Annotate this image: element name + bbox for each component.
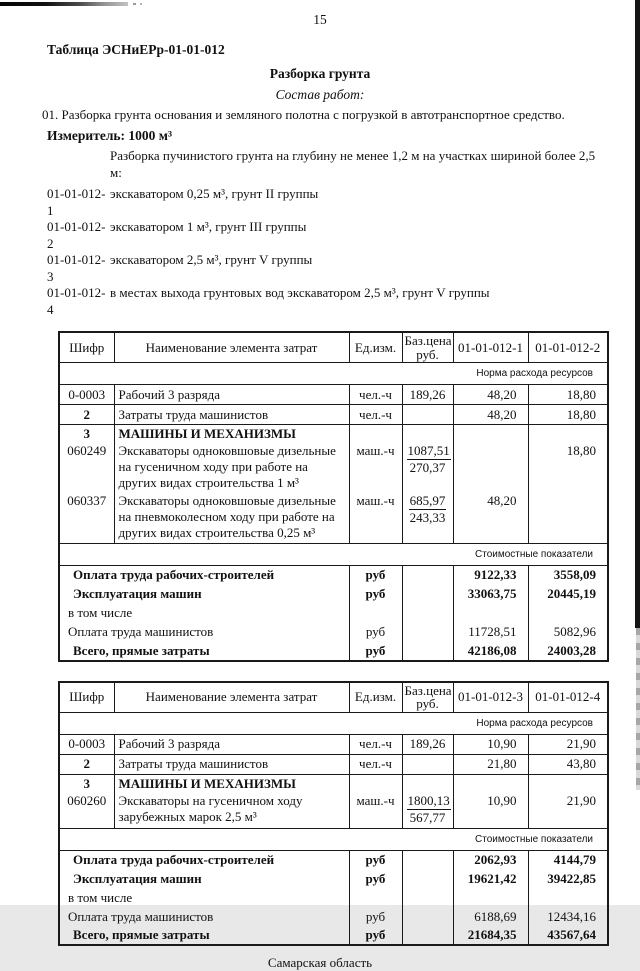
column-header-norm-4: 01-01-012-4 <box>528 682 608 713</box>
column-header-unit: Ед.изм. <box>349 332 402 363</box>
section-label-row <box>59 828 608 850</box>
cell-base-price-fraction <box>402 793 453 829</box>
cell-value-1 <box>453 443 528 493</box>
cell-value-2: 39422,85 <box>528 869 608 888</box>
work-note: Разборка пучинистого грунта на глубину не менее 1,2 м на участках шириной более 2,5 м: <box>110 148 596 180</box>
cell-value-1: 48,20 <box>453 385 528 405</box>
norm-section-label: Норма расхода ресурсов <box>59 363 608 385</box>
cell-value-1: 10,90 <box>453 734 528 754</box>
cell-value-1: 11728,51 <box>453 623 528 642</box>
cell-unit: руб <box>349 869 402 888</box>
column-header-norm-1: 01-01-012-1 <box>453 332 528 363</box>
region-footer: Самарская область <box>267 955 373 970</box>
cell-name: в том числе <box>59 604 349 623</box>
cell-value-1: 48,20 <box>453 493 528 544</box>
machines-section-row <box>59 774 608 793</box>
estimate-table-2 <box>58 681 609 947</box>
scan-artifact-dot <box>133 3 136 5</box>
scan-artifact-right <box>635 0 640 628</box>
norm-section-label: Норма расхода ресурсов <box>59 712 608 734</box>
cell-value-1: 10,90 <box>453 793 528 829</box>
cell-name: Всего, прямые затраты <box>59 642 349 661</box>
table-row <box>59 850 608 869</box>
cell-unit <box>349 604 402 623</box>
price-wage: 270,37 <box>409 460 446 475</box>
table-row <box>59 907 608 926</box>
price-base: 1087,51 <box>407 443 450 458</box>
cell-value-2: 12434,16 <box>528 907 608 926</box>
cell-value-1: 48,20 <box>453 405 528 425</box>
table-row <box>59 493 608 544</box>
cell-value-2: 43567,64 <box>528 926 608 945</box>
scan-artifact-dot <box>140 3 142 5</box>
cell-name: Оплата труда рабочих-строителей <box>59 566 349 585</box>
cell-unit: руб <box>349 623 402 642</box>
cell-code: 060249 <box>59 443 114 493</box>
cell-base-price <box>402 405 453 425</box>
cell-name: Эксплуатация машин <box>59 585 349 604</box>
column-header-name: Наименование элемента затрат <box>114 682 349 713</box>
cell-code: 060260 <box>59 793 114 829</box>
cell-name: Затраты труда машинистов <box>114 754 349 774</box>
cell-unit: руб <box>349 585 402 604</box>
cell-value-1 <box>453 888 528 907</box>
cell-unit: руб <box>349 926 402 945</box>
cell-name: Рабочий 3 разряда <box>114 734 349 754</box>
cell-unit: руб <box>349 907 402 926</box>
page-number: 15 <box>313 12 327 27</box>
cell-base-price: 189,26 <box>402 734 453 754</box>
cell-base-price: 189,26 <box>402 385 453 405</box>
measure-unit: Измеритель: 1000 м³ <box>47 128 173 143</box>
table-row <box>59 405 608 425</box>
variant-row <box>0 186 640 219</box>
cell-value-1: 19621,42 <box>453 869 528 888</box>
cell-value-2: 3558,09 <box>528 566 608 585</box>
variant-code: 01-01-012-1 <box>47 186 106 218</box>
table-row <box>59 926 608 945</box>
cell-base-price-fraction <box>402 443 453 493</box>
price-base: 685,97 <box>409 493 446 508</box>
cell-value-2: 43,80 <box>528 754 608 774</box>
variant-code: 01-01-012-3 <box>47 252 106 284</box>
cell-unit: руб <box>349 850 402 869</box>
cell-value-2: 5082,96 <box>528 623 608 642</box>
cell-unit: руб <box>349 566 402 585</box>
cell-unit <box>349 888 402 907</box>
cell-name: Оплата труда рабочих-строителей <box>59 850 349 869</box>
cell-unit: маш.-ч <box>349 443 402 493</box>
estimate-table-1 <box>58 331 609 662</box>
cell-value-1 <box>453 604 528 623</box>
cell-code: 0-0003 <box>59 385 114 405</box>
column-header-unit: Ед.изм. <box>349 682 402 713</box>
variant-list <box>0 186 640 318</box>
column-header-code: Шифр <box>59 332 114 363</box>
cell-value-2: 20445,19 <box>528 585 608 604</box>
cell-base-price-fraction <box>402 493 453 544</box>
cell-value-2 <box>528 888 608 907</box>
cell-code: 0-0003 <box>59 734 114 754</box>
cell-code: 2 <box>59 754 114 774</box>
document-title: Разборка грунта <box>269 66 371 81</box>
column-header-base-price: Баз.цена руб. <box>402 682 453 713</box>
cell-value-1: 21684,35 <box>453 926 528 945</box>
variant-code: 01-01-012-4 <box>47 285 106 317</box>
variant-row <box>0 285 640 318</box>
machines-section-title: МАШИНЫ И МЕХАНИЗМЫ <box>114 425 349 444</box>
cell-name: в том числе <box>59 888 349 907</box>
cell-code: 2 <box>59 405 114 425</box>
cell-unit: чел.-ч <box>349 734 402 754</box>
scan-artifact-right-fade <box>636 628 640 790</box>
table-row <box>59 793 608 829</box>
cell-value-2: 24003,28 <box>528 642 608 661</box>
column-header-norm-2: 01-01-012-2 <box>528 332 608 363</box>
section-label-row <box>59 363 608 385</box>
cell-unit: маш.-ч <box>349 793 402 829</box>
variant-row <box>0 219 640 252</box>
table-row <box>59 754 608 774</box>
cell-name: Оплата труда машинистов <box>59 907 349 926</box>
work-item: 01. Разборка грунта основания и земляного полотна с погрузкой в автотранспортное средство. <box>42 107 565 122</box>
cell-value-1: 2062,93 <box>453 850 528 869</box>
table-row <box>59 642 608 661</box>
variant-description: экскаватором 1 м³, грунт III группы <box>110 219 307 234</box>
cell-value-2 <box>528 493 608 544</box>
cell-value-2: 4144,79 <box>528 850 608 869</box>
work-composition-label: Состав работ: <box>275 87 365 102</box>
cell-unit: чел.-ч <box>349 385 402 405</box>
section-label-row <box>59 544 608 566</box>
cell-name: Рабочий 3 разряда <box>114 385 349 405</box>
table-header-row <box>59 682 608 713</box>
table-row <box>59 566 608 585</box>
price-wage: 567,77 <box>409 809 446 825</box>
cost-section-label: Стоимостные показатели <box>59 828 608 850</box>
table-row <box>59 869 608 888</box>
variant-description: экскаватором 0,25 м³, грунт II группы <box>110 186 319 201</box>
price-base: 1800,13 <box>407 792 450 808</box>
cell-name: Экскаваторы одноковшовые дизельные на пневмоколесном ходу при работе на других видах строительства 0,25 м³ <box>114 493 349 544</box>
price-wage: 243,33 <box>409 510 446 525</box>
table-row <box>59 385 608 405</box>
cell-value-1: 9122,33 <box>453 566 528 585</box>
cell-base-price <box>402 754 453 774</box>
cell-value-2: 18,80 <box>528 385 608 405</box>
machines-section-row <box>59 425 608 444</box>
cell-name: Затраты труда машинистов <box>114 405 349 425</box>
cell-name: Всего, прямые затраты <box>59 926 349 945</box>
cell-unit: чел.-ч <box>349 754 402 774</box>
cell-unit: руб <box>349 642 402 661</box>
table-row <box>59 443 608 493</box>
section-label-row <box>59 712 608 734</box>
table-code-label: Таблица ЭСНиЕРр-01-01-012 <box>47 42 225 57</box>
variant-code: 01-01-012-2 <box>47 219 106 251</box>
variant-description: экскаватором 2,5 м³, грунт V группы <box>110 252 313 267</box>
column-header-norm-3: 01-01-012-3 <box>453 682 528 713</box>
column-header-name: Наименование элемента затрат <box>114 332 349 363</box>
cell-value-1: 42186,08 <box>453 642 528 661</box>
cell-name: Экскаваторы на гусеничном ходу зарубежных марок 2,5 м³ <box>114 793 349 829</box>
variant-row <box>0 252 640 285</box>
cell-code: 060337 <box>59 493 114 544</box>
cell-name: Экскаваторы одноковшовые дизельные на гусеничном ходу при работе на других видах строительства 1 м³ <box>114 443 349 493</box>
machines-section-title: МАШИНЫ И МЕХАНИЗМЫ <box>114 774 349 793</box>
cell-unit: маш.-ч <box>349 493 402 544</box>
cell-value-1: 6188,69 <box>453 907 528 926</box>
cell-value-2: 21,90 <box>528 793 608 829</box>
variant-description: в местах выхода грунтовых вод экскаватором 2,5 м³, грунт V группы <box>110 285 490 300</box>
cell-value-1: 33063,75 <box>453 585 528 604</box>
column-header-code: Шифр <box>59 682 114 713</box>
cell-code: 3 <box>59 425 114 444</box>
cell-value-2: 18,80 <box>528 405 608 425</box>
cell-name: Оплата труда машинистов <box>59 623 349 642</box>
cell-value-2 <box>528 604 608 623</box>
cell-code: 3 <box>59 774 114 793</box>
table-row <box>59 604 608 623</box>
scan-artifact-top <box>0 2 128 6</box>
cell-unit: чел.-ч <box>349 405 402 425</box>
table-row <box>59 585 608 604</box>
cell-name: Эксплуатация машин <box>59 869 349 888</box>
table-row <box>59 623 608 642</box>
table-row <box>59 734 608 754</box>
cell-value-2: 21,90 <box>528 734 608 754</box>
cell-value-2: 18,80 <box>528 443 608 493</box>
table-row <box>59 888 608 907</box>
table-header-row <box>59 332 608 363</box>
cost-section-label: Стоимостные показатели <box>59 544 608 566</box>
cell-value-1: 21,80 <box>453 754 528 774</box>
column-header-base-price: Баз.цена руб. <box>402 332 453 363</box>
